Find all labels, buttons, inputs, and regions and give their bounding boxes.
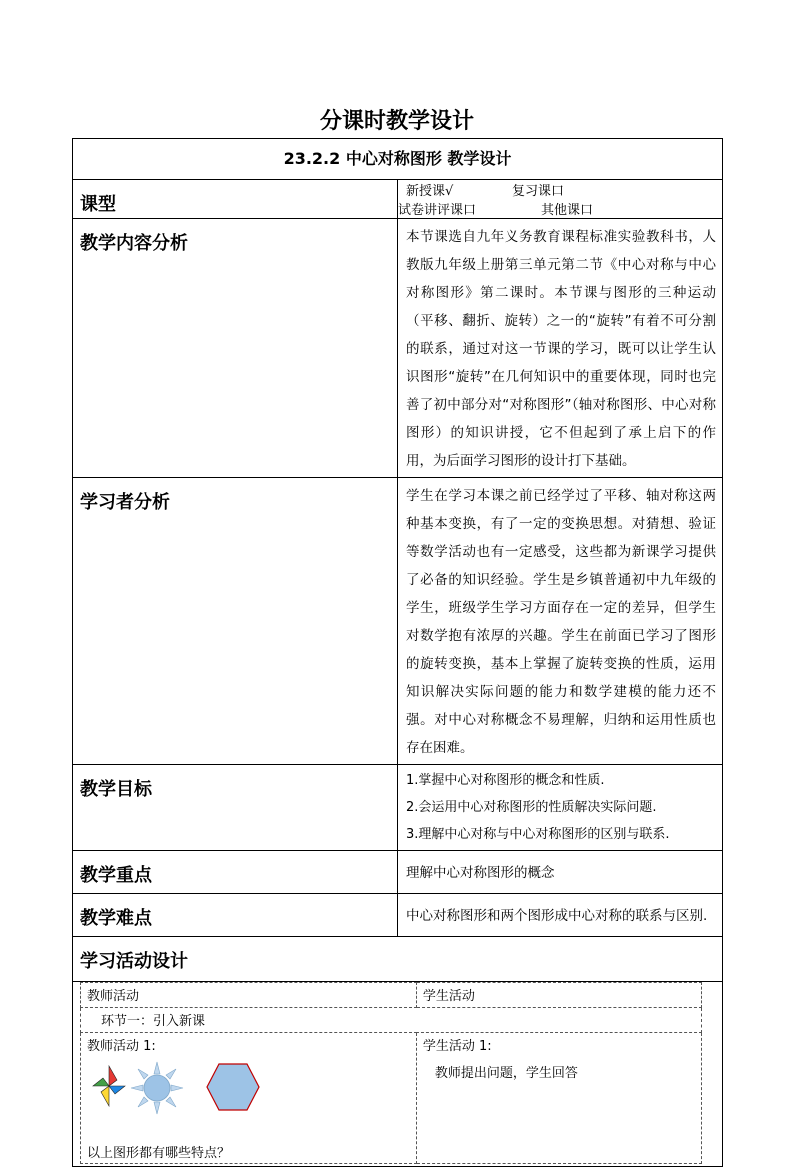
content-analysis-label: 教学内容分析 bbox=[80, 233, 188, 254]
student-activity-1-label: 学生活动 1: bbox=[422, 1039, 492, 1054]
learner-analysis-label: 学习者分析 bbox=[80, 492, 170, 513]
pinwheel-icon bbox=[91, 1064, 127, 1108]
teacher-activity-header: 教师活动 bbox=[81, 983, 417, 1008]
key-point-label: 教学重点 bbox=[80, 865, 152, 886]
teacher-question: 以上图形都有哪些特点？ bbox=[87, 1146, 231, 1161]
activity-table bbox=[80, 982, 702, 1164]
lesson-type-label: 课型 bbox=[80, 194, 116, 215]
objective-item: 3.理解中心对称与中心对称图形的区别与联系. bbox=[406, 827, 670, 842]
content-analysis-text: 本节课选自九年义务教育课程标准实验教科书，人教版九年级上册第三单元第二节《中心对称与中心对称图形》第二课时。本节课与图形的三种运动（平移、翻折、旋转）之一的“旋转”有着不可分割的联系，通过对这一节课的学习，既可以让学生认识图形“旋转”在几何知识中的重要体现，同时也完善了初中部分对“对称图形”（轴对称图形、中心对称图形）的知识讲授，它不但起到了承上启下的作用，为后面学习图形的设计打下基础。 bbox=[406, 229, 716, 469]
lesson-type-options bbox=[398, 180, 723, 219]
objective-item: 1.掌握中心对称图形的概念和性质. bbox=[406, 773, 605, 788]
learner-analysis-text: 学生在学习本课之前已经学过了平移、轴对称这两种基本变换，有了一定的变换思想。对猜想、验证等数学活动也有一定感受，这些都为新课学习提供了必备的知识经验。学生是乡镇普通初中九年级的学生，班级学生学习方面存在一定的差异，但学生对数学抱有浓厚的兴趣。学生在前面已学习了图形的旋转变换，基本上掌握了旋转变换的性质，运用知识解决实际问题的能力和数学建模的能力还不强。对中心对称概念不易理解，归纳和运用性质也存在困难。 bbox=[406, 488, 716, 756]
difficulty-label: 教学难点 bbox=[80, 908, 152, 929]
hexagon-icon bbox=[205, 1062, 261, 1112]
student-activity-header: 学生活动 bbox=[416, 983, 701, 1008]
teacher-activity-1-label: 教师活动 1: bbox=[87, 1039, 156, 1054]
lesson-type-review[interactable]: 复习课口 bbox=[512, 184, 565, 199]
key-point-text: 理解中心对称图形的概念 bbox=[406, 865, 555, 881]
activity-design-label: 学习活动设计 bbox=[80, 951, 188, 972]
lesson-plan-table bbox=[72, 138, 723, 1167]
lesson-type-exam[interactable]: 试卷讲评课口 bbox=[398, 203, 477, 218]
lesson-type-new[interactable]: 新授课√ bbox=[406, 184, 454, 199]
shape-figures bbox=[87, 1060, 410, 1130]
student-activity-1-text: 教师提出问题，学生回答 bbox=[434, 1066, 578, 1081]
lesson-type-other[interactable]: 其他课口 bbox=[541, 203, 594, 218]
section-intro: 环节一：引入新课 bbox=[81, 1008, 702, 1033]
sun-icon bbox=[129, 1060, 185, 1116]
difficulty-text: 中心对称图形和两个图形成中心对称的联系与区别. bbox=[406, 908, 708, 924]
lesson-subtitle: 23.2.2 中心对称图形 教学设计 bbox=[73, 139, 723, 180]
page-title: 分课时教学设计 bbox=[319, 109, 474, 134]
objectives-label: 教学目标 bbox=[80, 779, 152, 800]
objective-item: 2.会运用中心对称图形的性质解决实际问题. bbox=[406, 800, 657, 815]
